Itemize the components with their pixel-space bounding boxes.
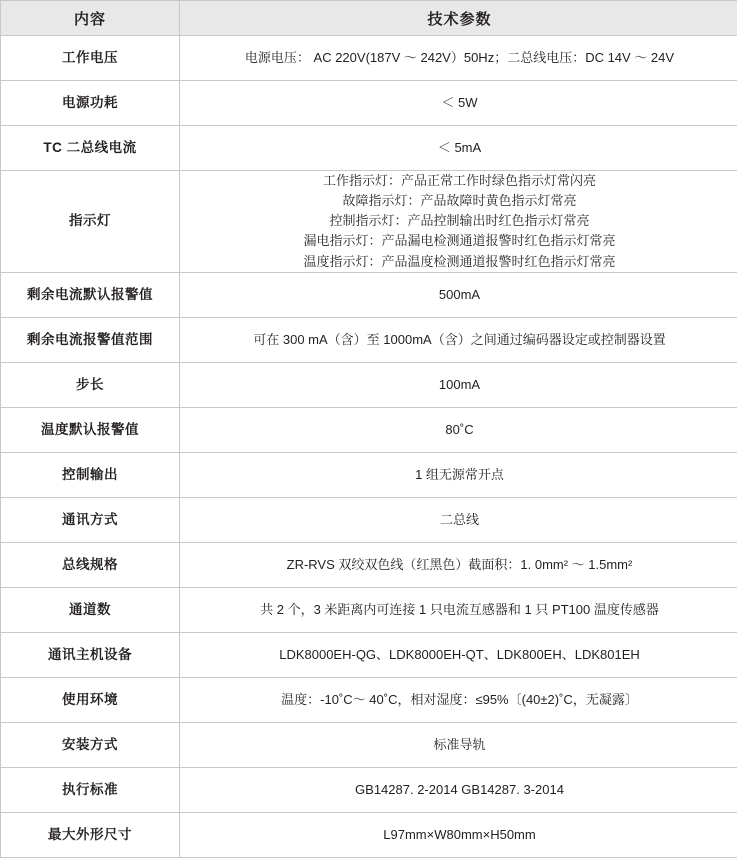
parameter-lines: [180, 93, 737, 113]
parameter-lines: [180, 48, 737, 68]
row-parameter-value: [180, 452, 737, 497]
table-header: [1, 1, 737, 36]
table-row: [1, 722, 737, 767]
row-parameter-value: [180, 362, 737, 407]
row-parameter-value: [180, 317, 737, 362]
row-item-label: 最大外形尺寸: [1, 812, 180, 857]
table-row: [1, 272, 737, 317]
parameter-line: 100mA: [180, 375, 737, 395]
row-item-label: 温度默认报警值: [1, 407, 180, 452]
row-item-label: 执行标准: [1, 767, 180, 812]
row-parameter-value: [180, 542, 737, 587]
parameter-line: ZR-RVS 双绞双色线（红黑色）截面积：1. 0mm² ～ 1.5mm²: [180, 555, 737, 575]
parameter-line: 电源电压： AC 220V(187V ～ 242V）50Hz；二总线电压：DC 14V ～ 24V: [180, 48, 737, 68]
parameter-line: 二总线: [180, 510, 737, 530]
parameter-line: 共 2 个，3 米距离内可连接 1 只电流互感器和 1 只 PT100 温度传感器: [180, 600, 737, 620]
header-cell-item: 内容: [1, 1, 180, 36]
row-item-label: 指示灯: [1, 171, 180, 273]
parameter-line: 80˚C: [180, 420, 737, 440]
parameter-lines: [180, 690, 737, 710]
parameter-lines: [180, 600, 737, 620]
row-parameter-value: [180, 722, 737, 767]
parameter-line: ＜ 5mA: [180, 138, 737, 158]
row-item-label: 剩余电流默认报警值: [1, 272, 180, 317]
row-item-label: 步长: [1, 362, 180, 407]
table-row: [1, 171, 737, 273]
parameter-line: 可在 300 mA（含）至 1000mA（含）之间通过编码器设定或控制器设置: [180, 330, 737, 350]
parameter-line: 漏电指示灯：产品漏电检测通道报警时红色指示灯常亮: [180, 231, 737, 251]
row-parameter-value: [180, 272, 737, 317]
row-item-label: 通道数: [1, 587, 180, 632]
table-row: [1, 767, 737, 812]
row-parameter-value: [180, 587, 737, 632]
table-row: [1, 407, 737, 452]
table-row: [1, 36, 737, 81]
table-row: [1, 542, 737, 587]
row-parameter-value: [180, 81, 737, 126]
parameter-line: 控制指示灯：产品控制输出时红色指示灯常亮: [180, 211, 737, 231]
header-row: [1, 1, 737, 36]
row-item-label: 使用环境: [1, 677, 180, 722]
table-row: [1, 317, 737, 362]
row-parameter-value: [180, 812, 737, 857]
parameter-line: 温度指示灯：产品温度检测通道报警时红色指示灯常亮: [180, 252, 737, 272]
parameter-line: GB14287. 2-2014 GB14287. 3-2014: [180, 780, 737, 800]
table-row: [1, 677, 737, 722]
table-row: [1, 362, 737, 407]
parameter-line: 500mA: [180, 285, 737, 305]
row-parameter-value: [180, 497, 737, 542]
parameter-lines: [180, 645, 737, 665]
parameter-lines: [180, 330, 737, 350]
table-row: [1, 812, 737, 857]
row-parameter-value: [180, 407, 737, 452]
parameter-line: 标准导轨: [180, 735, 737, 755]
parameter-lines: [180, 555, 737, 575]
parameter-lines: [180, 735, 737, 755]
row-parameter-value: [180, 677, 737, 722]
parameter-lines: [180, 138, 737, 158]
header-cell-param: 技术参数: [180, 1, 737, 36]
parameter-lines: [180, 420, 737, 440]
table-row: [1, 126, 737, 171]
row-item-label: TC 二总线电流: [1, 126, 180, 171]
row-item-label: 电源功耗: [1, 81, 180, 126]
row-item-label: 通讯方式: [1, 497, 180, 542]
row-item-label: 安装方式: [1, 722, 180, 767]
parameter-lines: [180, 285, 737, 305]
row-parameter-value: [180, 36, 737, 81]
table-row: [1, 587, 737, 632]
table-row: [1, 497, 737, 542]
row-item-label: 工作电压: [1, 36, 180, 81]
row-item-label: 控制输出: [1, 452, 180, 497]
parameter-lines: [180, 465, 737, 485]
parameter-line: 1 组无源常开点: [180, 465, 737, 485]
parameter-lines: [180, 375, 737, 395]
parameter-line: 故障指示灯：产品故障时黄色指示灯常亮: [180, 191, 737, 211]
row-parameter-value: [180, 126, 737, 171]
row-parameter-value: [180, 767, 737, 812]
row-parameter-value: [180, 171, 737, 273]
table-row: [1, 81, 737, 126]
parameter-lines: [180, 510, 737, 530]
parameter-line: LDK8000EH-QG、LDK8000EH-QT、LDK800EH、LDK801EH: [180, 645, 737, 665]
row-item-label: 通讯主机设备: [1, 632, 180, 677]
parameter-line: 温度：-10˚C～ 40˚C，相对湿度：≤95%〔(40±2)˚C，无凝露〕: [180, 690, 737, 710]
parameter-lines: [180, 825, 737, 845]
parameter-lines: [180, 171, 737, 272]
row-item-label: 总线规格: [1, 542, 180, 587]
row-item-label: 剩余电流报警值范围: [1, 317, 180, 362]
parameter-lines: [180, 780, 737, 800]
table-row: [1, 452, 737, 497]
parameter-line: 工作指示灯：产品正常工作时绿色指示灯常闪亮: [180, 171, 737, 191]
parameter-line: ＜ 5W: [180, 93, 737, 113]
table-body: [1, 36, 737, 858]
parameter-line: L97mm×W80mm×H50mm: [180, 825, 737, 845]
